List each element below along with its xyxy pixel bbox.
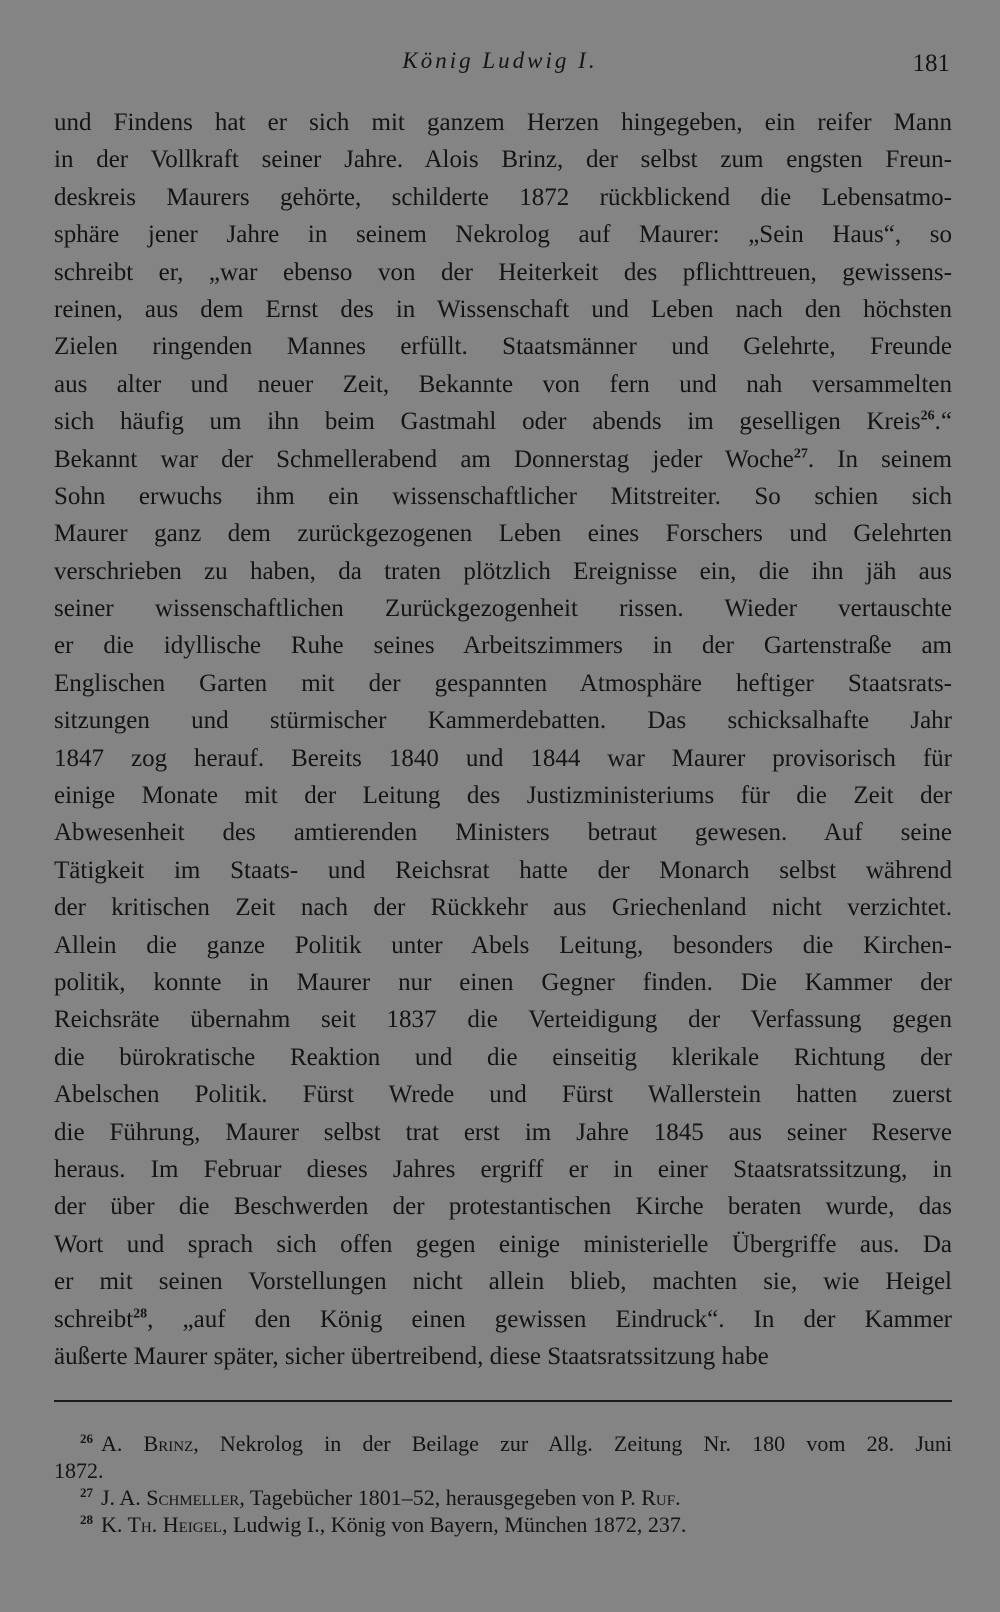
text-line: Englischen Garten mit der gespannten Atmosphäre heftiger Staatsrats-: [54, 669, 952, 697]
text-line: heraus. Im Februar dieses Jahres ergriff er in einer Staatsratssitzung, in: [54, 1155, 952, 1183]
text-line: er die idyllische Ruhe seines Arbeitszimmers in der Gartenstraße am: [54, 632, 952, 660]
footnote-ref: 28: [133, 1306, 148, 1322]
text-line: politik, konnte in Maurer nur einen Gegner finden. Die Kammer der: [54, 968, 952, 996]
text-line: Abwesenheit des amtierenden Ministers betraut gewesen. Auf seine: [54, 819, 952, 847]
text-line: Allein die ganze Politik unter Abels Leitung, besonders die Kirchen-: [54, 931, 952, 959]
text-line: reinen, aus dem Ernst des in Wissenschaft und Leben nach den höchsten: [54, 295, 952, 323]
text-line: die Führung, Maurer selbst trat erst im Jahre 1845 aus seiner Reserve: [54, 1118, 952, 1146]
running-head: [50, 44, 950, 84]
text-line: einige Monate mit der Leitung des Justizministeriums für die Zeit der: [54, 782, 952, 810]
running-title: König Ludwig I.: [402, 48, 598, 73]
footnote-rule: [54, 1400, 952, 1402]
text-line: Abelschen Politik. Fürst Wrede und Fürst Wallerstein hatten zuerst: [54, 1081, 952, 1109]
text-line: 1847 zog herauf. Bereits 1840 und 1844 war Maurer provisorisch für: [54, 744, 952, 772]
footnote-editor: Ruf: [641, 1485, 676, 1510]
text-line: sphäre jener Jahre in seinem Nekrolog auf Maurer: „Sein Haus“, so: [54, 221, 952, 249]
text-line: der über die Beschwerden der protestantischen Kirche beraten wurde, das: [54, 1193, 952, 1221]
text-line: Tätigkeit im Staats- und Reichsrat hatte der Monarch selbst während: [54, 856, 952, 884]
footnote: $^{26}$ A. Brinz, Nekrolog in der Beilage zur Allg. Zeitung Nr. 180 vom 28. Juni: [80, 1430, 952, 1456]
footnote-ref: 26: [920, 408, 935, 424]
footnote: $^{28}$ K. Th. Heigel, Ludwig I., König von Bayern, München 1872, 237.: [80, 1511, 687, 1537]
footnote-number: 28: [80, 1511, 93, 1527]
footnote-continuation: 1872.: [54, 1458, 104, 1483]
footnote-number: 27: [80, 1484, 93, 1500]
text-line: seiner wissenschaftlichen Zurückgezogenheit rissen. Wieder vertauschte: [54, 595, 952, 623]
text-line: Zielen ringenden Mannes erfüllt. Staatsmänner und Gelehrte, Freunde: [54, 333, 952, 361]
text-line: sich häufig um ihn beim Gastmahl oder abends im geselligen Kreis$^{26}$.“: [54, 408, 952, 436]
text-line: deskreis Maurers gehörte, schilderte 1872 rückblickend die Lebensatmo-: [54, 183, 952, 211]
text-line: schreibt$^{28}$, „auf den König einen gewissen Eindruck“. In der Kammer: [54, 1305, 952, 1333]
footnotes: [54, 1430, 952, 1538]
text-line: verschrieben zu haben, da traten plötzlich Ereignisse ein, die ihn jäh aus: [54, 557, 952, 585]
text-line: Wort und sprach sich offen gegen einige ministerielle Übergriffe aus. Da: [54, 1230, 952, 1258]
text-line: er mit seinen Vorstellungen nicht allein blieb, machten sie, wie Heigel: [54, 1268, 952, 1296]
page-number: 181: [912, 50, 950, 77]
text-line: aus alter und neuer Zeit, Bekannte von fern und nah versammelten: [54, 370, 952, 398]
footnote-author: K. Th. Heigel: [101, 1512, 222, 1537]
text-line: Maurer ganz dem zurückgezogenen Leben eines Forschers und Gelehrten: [54, 520, 952, 548]
text-line: die bürokratische Reaktion und die einseitig klerikale Richtung der: [54, 1043, 952, 1071]
text-line: Sohn erwuchs ihm ein wissenschaftlicher Mitstreiter. So schien sich: [54, 482, 952, 510]
body-text: [54, 104, 952, 1375]
footnote-author: J. A. Schmeller: [101, 1485, 240, 1510]
text-line: in der Vollkraft seiner Jahre. Alois Brinz, der selbst zum engsten Freun-: [54, 146, 952, 174]
text-line: äußerte Maurer später, sicher übertreibend, diese Staatsratssitzung habe: [54, 1342, 769, 1370]
text-line: sitzungen und stürmischer Kammerdebatten. Das schicksalhafte Jahr: [54, 707, 952, 735]
text-line: Reichsräte übernahm seit 1837 die Verteidigung der Verfassung gegen: [54, 1006, 952, 1034]
text-line: schreibt er, „war ebenso von der Heiterkeit des pflichttreuen, gewissens-: [54, 258, 952, 286]
footnote: $^{27}$ J. A. Schmeller, Tagebücher 1801–52, herausgegeben von P. Ruf.: [80, 1484, 681, 1510]
footnote-ref: 27: [793, 446, 808, 462]
text-line: und Findens hat er sich mit ganzem Herzen hingegeben, ein reifer Mann: [54, 109, 952, 136]
text-line: der kritischen Zeit nach der Rückkehr aus Griechenland nicht verzichtet.: [54, 894, 952, 922]
text-line: Bekannt war der Schmellerabend am Donnerstag jeder Woche$^{27}$. In seinem: [54, 445, 952, 473]
footnote-number: 26: [80, 1430, 93, 1446]
footnote-author: A. Brinz: [101, 1431, 194, 1456]
